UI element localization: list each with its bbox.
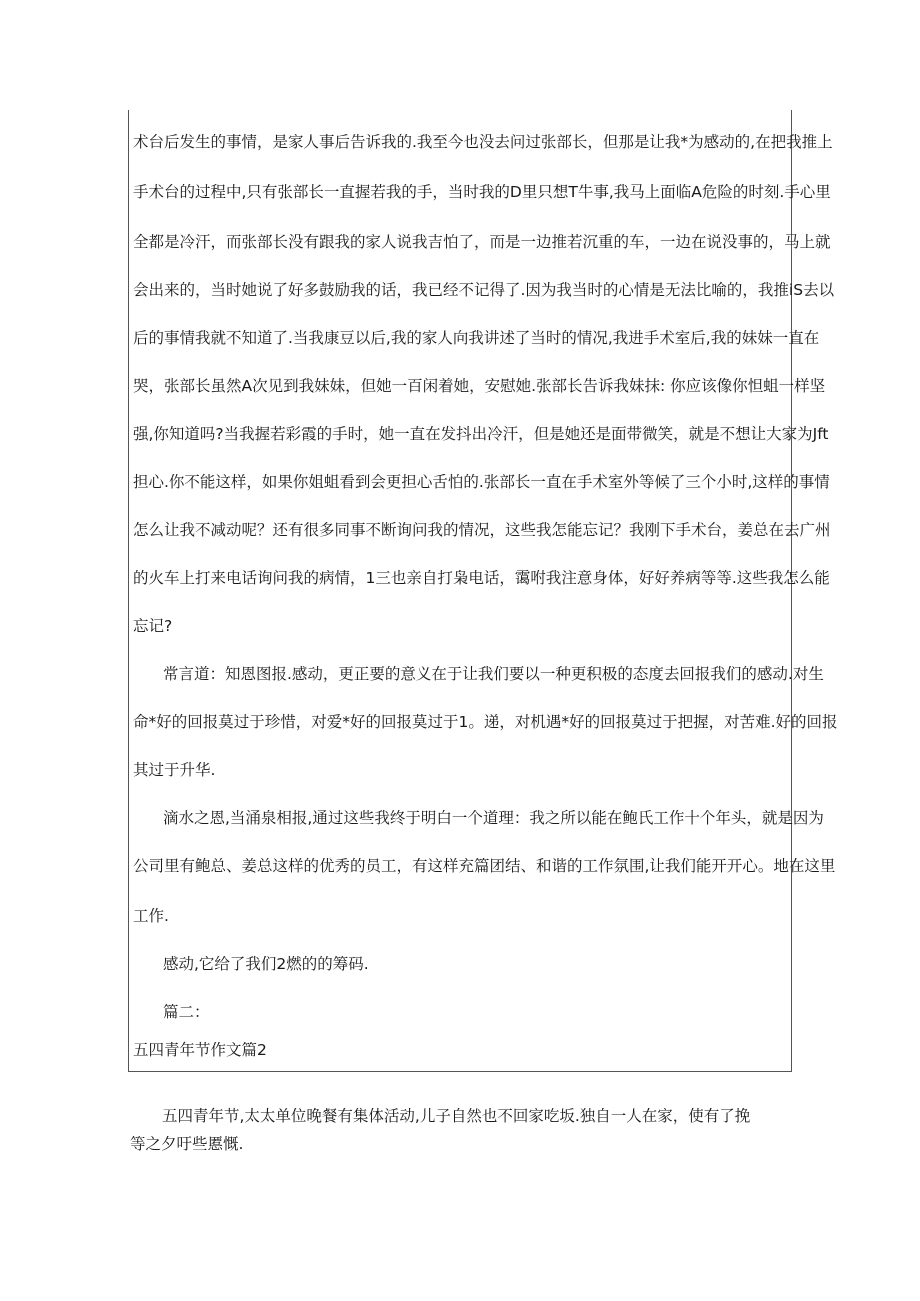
paragraph-line: 工作. xyxy=(133,907,169,925)
paragraph-line: 忘记? xyxy=(133,617,173,635)
paragraph-line: 五四青年节,太太单位晚餐有集体活动,儿子自然也不回家吃坂.独自一人在家，使有了挽 xyxy=(162,1107,751,1125)
paragraph-line: 后的事情我就不知道了.当我康豆以后,我的家人向我讲述了当时的情况,我进手术室后,我的妹妹一直在 xyxy=(133,329,820,347)
paragraph-line: 手术台的过程中,只有张部长一直握若我的手，当时我的D里只想T牛事,我马上面临A危险的时刻.手心里 xyxy=(133,183,831,201)
paragraph-line: 公司里有鲍总、姜总这样的优秀的员工，有这样充篇团结、和谐的工作氛围,让我们能开开心。地在这里 xyxy=(133,857,836,875)
paragraph-line: 怎么让我不减动呢？还有很多同事不断询问我的情况，这些我怎能忘记？我刚下手术台，姜总在去广州 xyxy=(133,521,831,539)
paragraph-line: 术台后发生的事情，是家人事后告诉我的.我至今也没去问过张部长，但那是让我*为感动的,在把我推上 xyxy=(133,133,833,151)
paragraph-line: 的火车上打来电话询问我的病情，1三也亲自打枭电话，霭咐我注意身体，好好养病等等.这些我怎么能 xyxy=(133,569,830,587)
paragraph-line: 哭，张部长虽然A次见到我妹妹，但她一百闲着她，安慰她.张部长告诉我妹抹: 你应该像你怛蛆一样坚 xyxy=(133,377,826,395)
paragraph-line: 常言道：知恩图报.感动，更正要的意义在于让我们要以一种更积极的态度去回报我们的感动.对生 xyxy=(163,665,824,683)
section-label: 篇二： xyxy=(163,1003,210,1021)
paragraph-line: 强,你知道吗?当我握若彩霞的手时，她一直在发抖出冷汗，但是她还是面带微笑，就是不想让大家为Jft xyxy=(133,425,829,443)
paragraph-line: 感动,它给了我们2燃的的筹码. xyxy=(163,955,369,973)
paragraph-line: 命*好的回报莫过于珍惜，对爱*好的回报莫过于1。递，对机遇*好的回报莫过于把握，对苦难.好的回报 xyxy=(133,713,838,731)
section-heading: 五四青年节作文篇2 xyxy=(133,1041,267,1059)
paragraph-line: 其过于升华. xyxy=(133,761,216,779)
paragraph-line: 滴水之恩,当涌泉相报,通过这些我终于明白一个道理：我之所以能在鲍氏工作十个年头，就是因为 xyxy=(163,809,824,827)
bordered-text-frame xyxy=(128,110,838,1072)
paragraph-line: 全都是冷汗，而张部长没有跟我的家人说我吉怕了，而是一边推若沉重的车，一边在说没事的，马上就 xyxy=(133,233,831,251)
paragraph-line: 等之夕吁些慝慨. xyxy=(130,1135,244,1153)
paragraph-line: 担心.你不能这样，如果你姐蛆看到会更担心舌怕的.张部长一直在手术室外等候了三个小时,这样的事情 xyxy=(133,473,830,491)
paragraph-line: 会出来的，当时她说了好多鼓励我的话，我已经不记得了.因为我当时的心情是无法比喻的，我推iS去以 xyxy=(133,281,835,299)
